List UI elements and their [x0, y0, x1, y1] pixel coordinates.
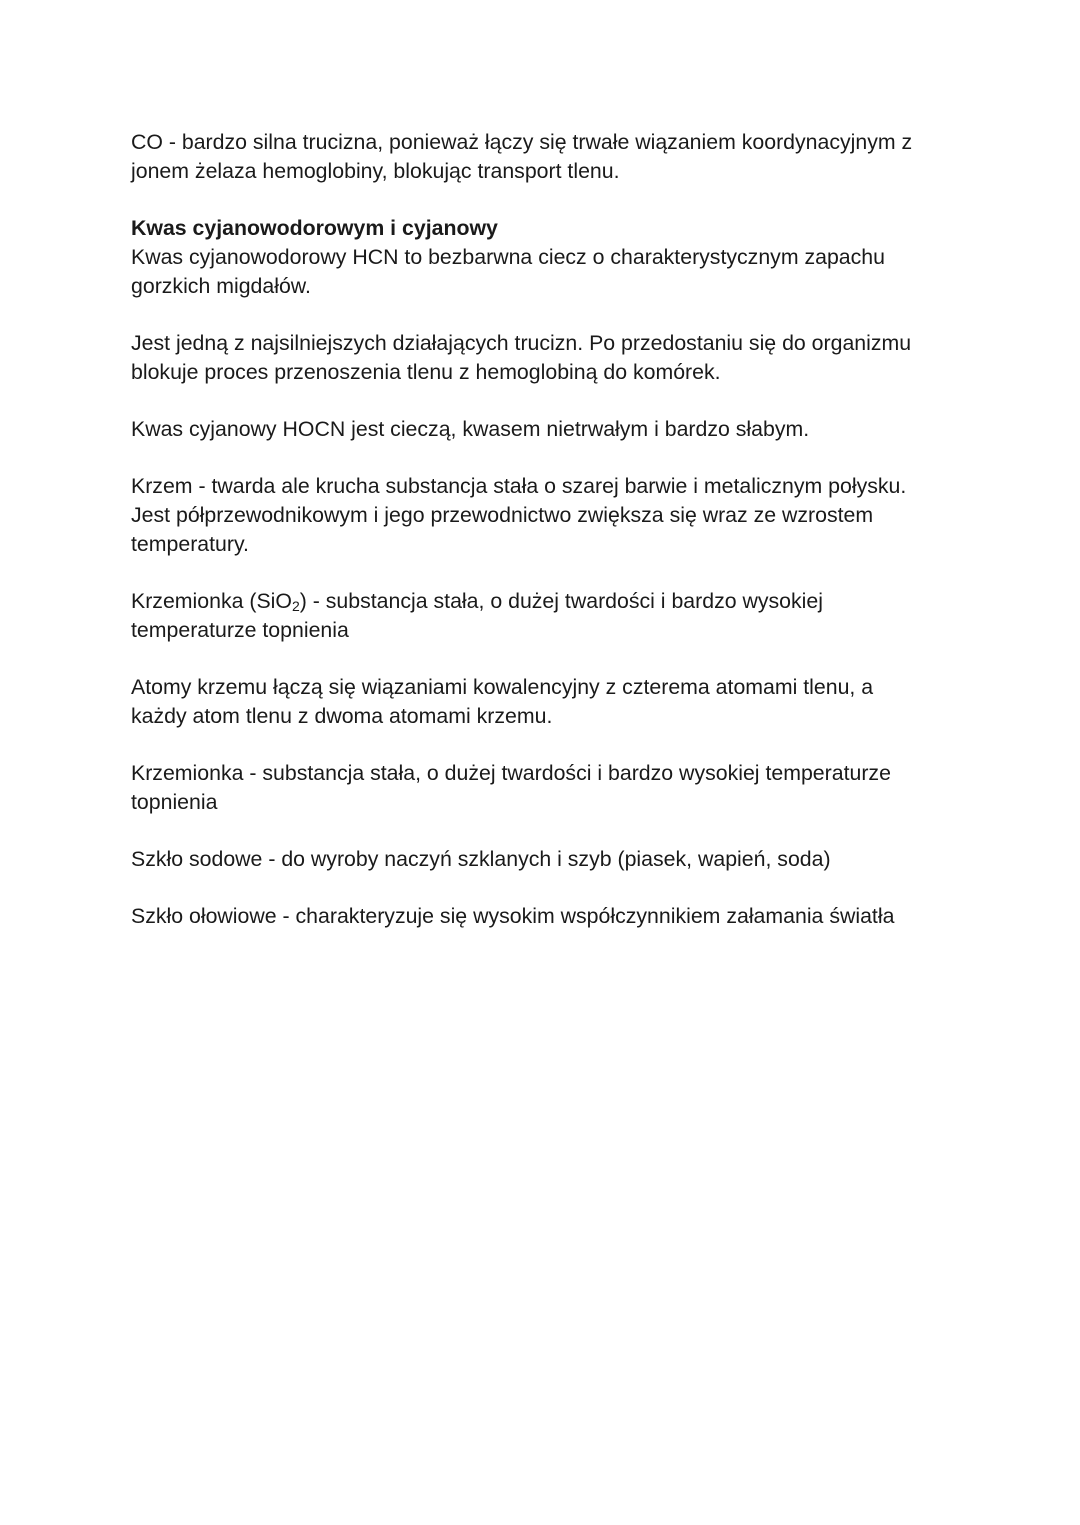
formula-suffix: ) - substancja stała, o dużej twardości i bardzo wysokiej — [299, 589, 823, 613]
text-line: topnienia — [131, 790, 218, 814]
formula-subscript: 2 — [291, 598, 300, 614]
text-line: temperaturze topnienia — [131, 618, 349, 642]
paragraph-szklo-olowiowe — [131, 902, 951, 931]
paragraph-szklo-sodowe — [131, 845, 951, 874]
paragraph-toxicity — [131, 329, 951, 387]
text-line: Atomy krzemu łączą się wiązaniami kowalencyjny z czterema atomami tlenu, a — [131, 675, 874, 699]
paragraph-hcn — [131, 243, 951, 301]
text-line: Jest półprzewodnikowym i jego przewodnictwo zwiększa się wraz ze wzrostem — [131, 503, 874, 527]
text-line: Jest jedną z najsilniejszych działających trucizn. Po przedostaniu się do organizmu — [131, 331, 912, 355]
paragraph-atomy — [131, 673, 951, 731]
text-line: Krzemionka - substancja stała, o dużej twardości i bardzo wysokiej temperaturze — [131, 761, 891, 785]
paragraph-krzemionka-formula — [131, 587, 951, 645]
text-line: temperatury. — [131, 532, 249, 556]
text-line: blokuje proces przenoszenia tlenu z hemoglobiną do komórek. — [131, 360, 721, 384]
text-line: jonem żelaza hemoglobiny, blokując transport tlenu. — [131, 159, 620, 183]
paragraph-hocn — [131, 415, 951, 444]
paragraph-krzem — [131, 472, 951, 559]
text-line: Krzem - twarda ale krucha substancja stała o szarej barwie i metalicznym połysku. — [131, 474, 907, 498]
text-line — [131, 587, 951, 616]
text-line: Kwas cyjanowodorowy HCN to bezbarwna ciecz o charakterystycznym zapachu — [131, 245, 885, 269]
section-heading: Kwas cyjanowodorowym i cyjanowy — [131, 216, 498, 240]
text-line: CO - bardzo silna trucizna, ponieważ łączy się trwałe wiązaniem koordynacyjnym z — [131, 130, 913, 154]
text-line: Szkło sodowe - do wyroby naczyń szklanych i szyb (piasek, wapień, soda) — [131, 847, 831, 871]
paragraph-krzemionka — [131, 759, 951, 817]
paragraph-co — [131, 128, 951, 186]
formula-prefix: Krzemionka (SiO — [131, 589, 292, 613]
text-line: gorzkich migdałów. — [131, 274, 311, 298]
text-line: każdy atom tlenu z dwoma atomami krzemu. — [131, 704, 553, 728]
text-line: Szkło ołowiowe - charakteryzuje się wysokim współczynnikiem załamania światła — [131, 904, 895, 928]
document-page — [131, 128, 951, 931]
text-line: Kwas cyjanowy HOCN jest cieczą, kwasem nietrwałym i bardzo słabym. — [131, 417, 810, 441]
